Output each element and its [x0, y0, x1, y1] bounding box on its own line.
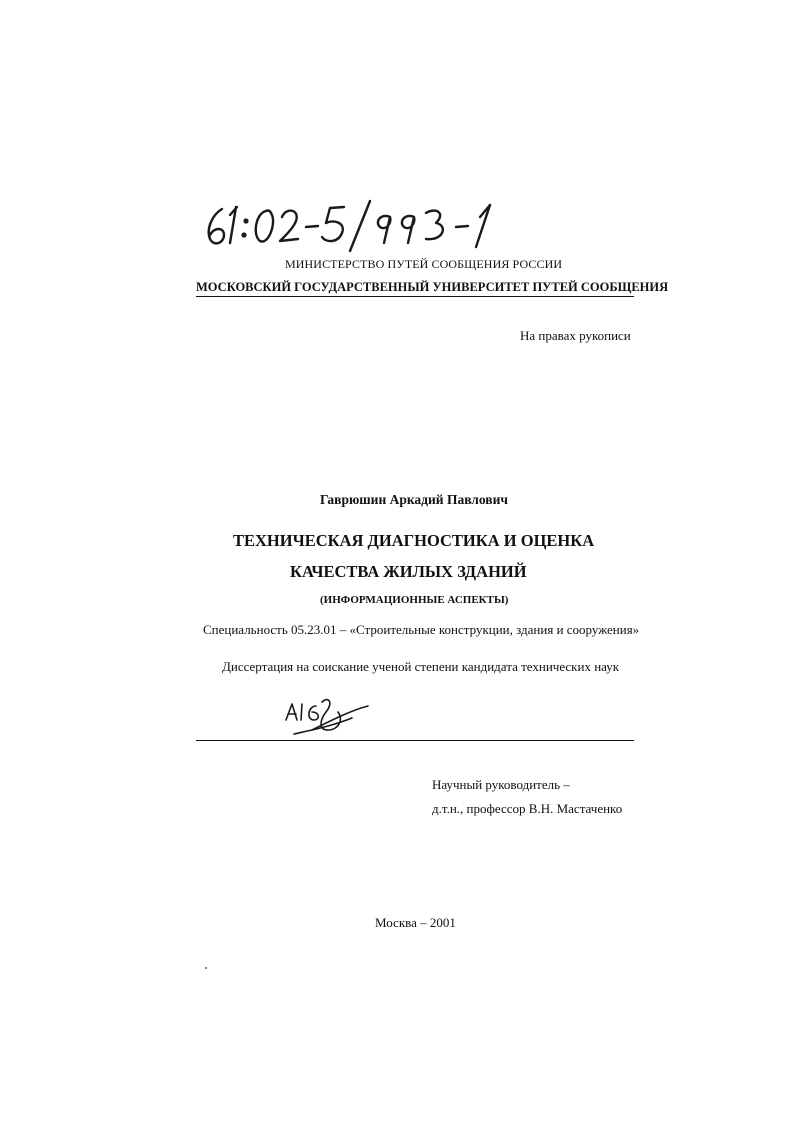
- university-name: МОСКОВСКИЙ ГОСУДАРСТВЕННЫЙ УНИВЕРСИТЕТ ПУТЕЙ СООБЩЕНИЯ: [196, 280, 669, 294]
- ministry-name: МИНИСТЕРСТВО ПУТЕЙ СООБЩЕНИЯ РОССИИ: [285, 257, 563, 271]
- degree-line: Диссертация на соискание ученой степени кандидата технических наук: [222, 659, 620, 674]
- handwritten-archive-code: [200, 195, 520, 255]
- scan-speck: [205, 967, 207, 969]
- handwritten-signature: [282, 690, 372, 740]
- specialty-line: Специальность 05.23.01 – «Строительные конструкции, здания и сооружения»: [203, 622, 640, 637]
- supervisor-name: д.т.н., профессор В.Н. Мастаченко: [432, 801, 623, 816]
- supervisor-label: Научный руководитель –: [432, 777, 570, 792]
- thesis-subtitle: (ИНФОРМАЦИОННЫЕ АСПЕКТЫ): [320, 594, 509, 606]
- thesis-title-line-2: КАЧЕСТВА ЖИЛЫХ ЗДАНИЙ: [290, 562, 527, 581]
- thesis-title-line-1: ТЕХНИЧЕСКАЯ ДИАГНОСТИКА И ОЦЕНКА: [233, 531, 595, 550]
- signature-divider: [196, 740, 634, 741]
- manuscript-rights-note: На правах рукописи: [520, 328, 631, 343]
- author-name: Гаврюшин Аркадий Павлович: [320, 492, 508, 507]
- header-divider: [196, 296, 634, 297]
- city-year: Москва – 2001: [375, 915, 456, 930]
